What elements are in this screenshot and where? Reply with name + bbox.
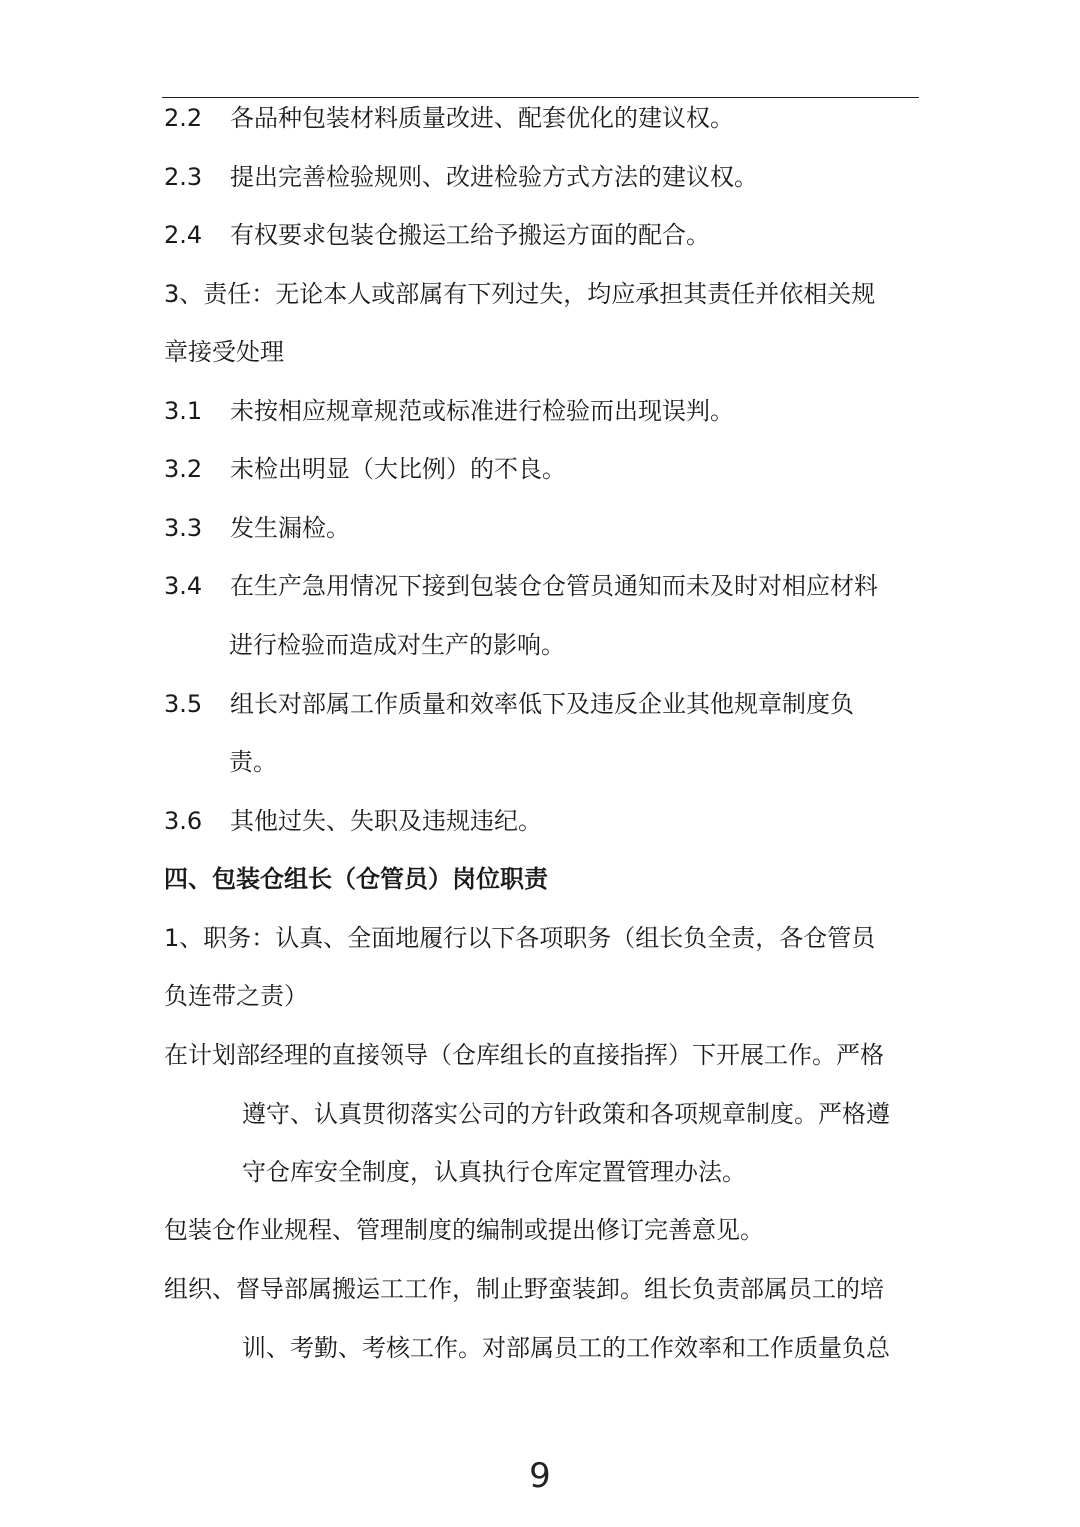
clause-text: 在生产急用情况下接到包装仓仓管员通知而未及时对相应材料 [230,572,878,600]
clause-text: 组长对部属工作质量和效率低下及违反企业其他规章制度负 [230,690,854,718]
clause-3-4-cont: 进行检验而造成对生产的影响。 [229,631,565,659]
clause-3-3 [164,512,924,544]
clause-text: 未按相应规章规范或标准进行检验而出现误判。 [230,397,734,425]
clause-3-5-cont: 责。 [229,748,277,776]
clause-number: 2.3 [164,163,203,191]
clause-number: 2.4 [164,221,203,249]
duty-paragraph-3-cont: 训、考勤、考核工作。对部属员工的工作效率和工作质量负总 [242,1334,890,1362]
clause-number: 3.1 [164,397,203,425]
clause-text: 未检出明显（大比例）的不良。 [230,455,566,483]
duties-intro: 1、职务：认真、全面地履行以下各项职务（组长负全责，各仓管员 [164,924,876,952]
page-number: 9 [529,1456,551,1496]
clause-number: 3.4 [164,572,203,600]
clause-number: 3.2 [164,455,203,483]
clause-3-4 [164,570,924,602]
clause-3-1 [164,395,924,427]
clause-number: 3.6 [164,807,203,835]
clause-3-5 [164,688,924,720]
clause-2-3 [164,161,924,193]
clause-text: 各品种包装材料质量改进、配套优化的建议权。 [230,104,734,132]
clause-text: 有权要求包装仓搬运工给予搬运方面的配合。 [230,221,710,249]
section-heading: 四、包装仓组长（仓管员）岗位职责 [164,865,548,893]
clause-2-2 [164,102,924,134]
section-3-intro-cont: 章接受处理 [164,338,284,366]
duty-paragraph-1: 在计划部经理的直接领导（仓库组长的直接指挥）下开展工作。严格 [164,1041,884,1069]
duty-paragraph-3: 组织、督导部属搬运工工作，制止野蛮装卸。组长负责部属员工的培 [164,1275,884,1303]
clause-2-4 [164,219,924,251]
duty-paragraph-1-cont2: 守仓库安全制度，认真执行仓库定置管理办法。 [242,1158,746,1186]
duty-paragraph-2: 包装仓作业规程、管理制度的编制或提出修订完善意见。 [164,1216,764,1244]
clause-number: 2.2 [164,104,203,132]
clause-number: 3.5 [164,690,203,718]
header-rule [162,97,919,98]
duties-intro-cont: 负连带之责） [164,982,308,1010]
duty-paragraph-1-cont: 遵守、认真贯彻落实公司的方针政策和各项规章制度。严格遵 [242,1100,890,1128]
clause-3-6 [164,805,924,837]
section-3-intro: 3、责任：无论本人或部属有下列过失，均应承担其责任并依相关规 [164,280,876,308]
clause-text: 发生漏检。 [230,514,350,542]
clause-text: 其他过失、失职及违规违纪。 [230,807,542,835]
clause-3-2 [164,453,924,485]
clause-number: 3.3 [164,514,203,542]
clause-text: 提出完善检验规则、改进检验方式方法的建议权。 [230,163,758,191]
